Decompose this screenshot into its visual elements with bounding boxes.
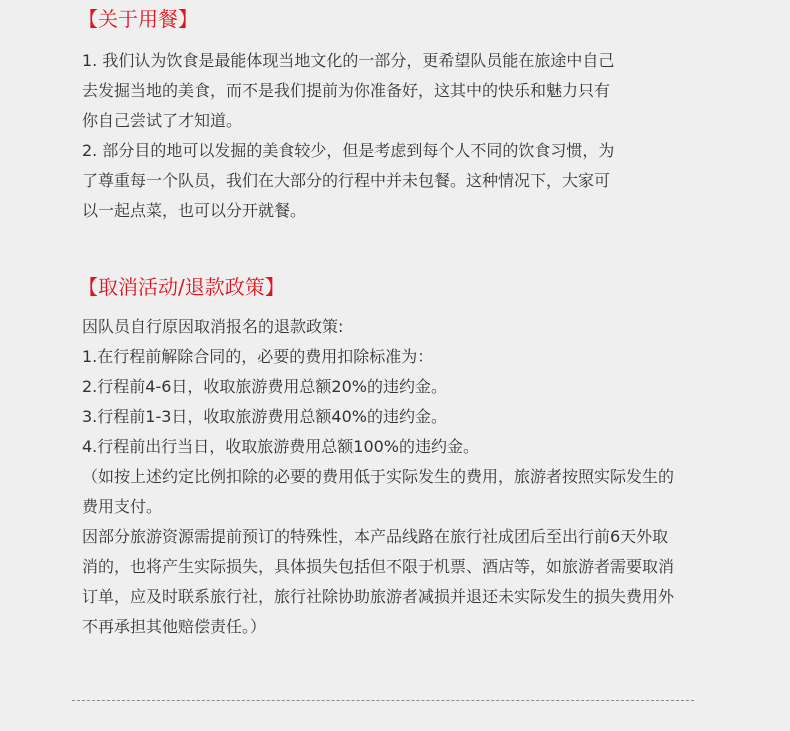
meal-policy-line: 你自己尝试了才知道。 (82, 111, 243, 130)
cancellation-policy-line: 因部分旅游资源需提前预订的特殊性，本产品线路在旅行社成团后至出行前6天外取 (82, 527, 669, 546)
meal-policy-line: 1. 我们认为饮食是最能体现当地文化的一部分，更希望队员能在旅途中自己 (82, 51, 615, 70)
cancellation-policy-line: 订单，应及时联系旅行社，旅行社除协助旅游者减损并退还未实际发生的损失费用外 (82, 587, 675, 606)
meal-policy-line: 以一起点菜，也可以分开就餐。 (82, 201, 307, 220)
meal-policy-line: 去发掘当地的美食，而不是我们提前为你准备好，这其中的快乐和魅力只有 (82, 81, 611, 100)
cancellation-policy-line: 3.行程前1-3日，收取旅游费用总额40%的违约金。 (82, 407, 447, 426)
dashed-divider (72, 700, 694, 701)
meal-policy-line: 2. 部分目的地可以发掘的美食较少，但是考虑到每个人不同的饮食习惯，为 (82, 141, 615, 160)
cancellation-section-title: 【取消活动/退款政策】 (78, 275, 285, 299)
cancellation-policy-text (82, 312, 757, 642)
meal-policy-text (82, 46, 692, 226)
cancellation-policy-line: 因队员自行原因取消报名的退款政策: (82, 317, 344, 336)
cancellation-policy-line: 1.在行程前解除合同的，必要的费用扣除标准为： (82, 347, 434, 366)
cancellation-policy-line: 4.行程前出行当日，收取旅游费用总额100%的违约金。 (82, 437, 480, 456)
cancellation-policy-line: 2.行程前4-6日，收取旅游费用总额20%的违约金。 (82, 377, 447, 396)
cancellation-policy-line: 费用支付。 (82, 497, 163, 516)
meal-policy-line: 了尊重每一个队员，我们在大部分的行程中并未包餐。这种情况下，大家可 (82, 171, 611, 190)
cancellation-policy-line: （如按上述约定比例扣除的必要的费用低于实际发生的费用，旅游者按照实际发生的 (82, 467, 675, 486)
cancellation-policy-line: 不再承担其他赔偿责任。） (82, 617, 267, 636)
cancellation-policy-line: 消的，也将产生实际损失，具体损失包括但不限于机票、酒店等，如旅游者需要取消 (82, 557, 675, 576)
meal-section-title: 【关于用餐】 (78, 7, 198, 31)
